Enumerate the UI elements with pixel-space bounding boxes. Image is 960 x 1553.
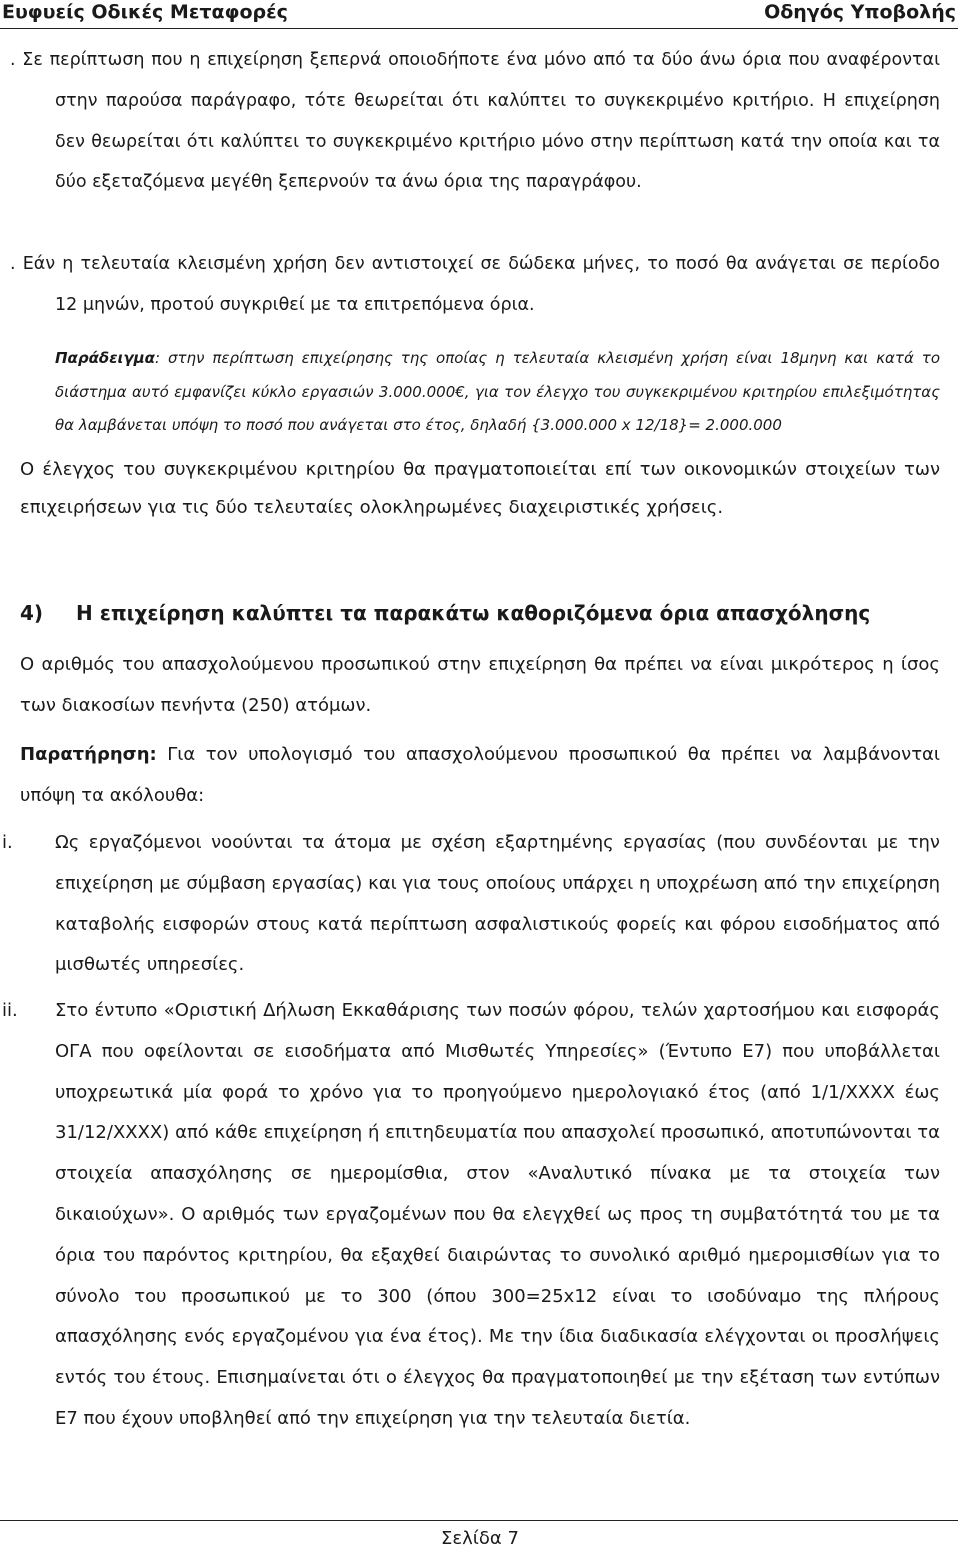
section-heading — [20, 598, 940, 628]
example-paragraph — [55, 342, 940, 443]
list-marker: ii. — [2, 1000, 18, 1021]
note-label: Παρατήρηση: — [20, 744, 157, 765]
list-item-text: Ως εργαζόμενοι νοούνται τα άτομα με σχέση εξαρτημένης εργασίας (που συνδέονται με την επιχείρηση με σύμβαση εργασίας) και για τους οποίους υπάρχει η υποχρέωση από την επιχείρηση καταβολής εισφορών στους κατά περίπτωση ασφαλιστικούς φορείς και φόρου εισοδήματος από μισθωτές υπηρεσίες. — [55, 832, 940, 976]
page-number: Σελίδα 7 — [441, 1528, 519, 1549]
section-title: Η επιχείρηση καλύπτει τα παρακάτω καθοριζόμενα όρια απασχόλησης — [76, 601, 871, 625]
control-paragraph: Ο έλεγχος του συγκεκριμένου κριτηρίου θα πραγματοποιείται επί των οικονομικών στοιχείων των επιχειρήσεων για τις δύο τελευταίες ολοκληρωμένες διαχειριστικές χρήσεις. — [20, 459, 940, 518]
header-title: Ευφυείς Οδικές Μεταφορές — [2, 1, 288, 23]
note-paragraph — [20, 735, 940, 816]
list-item-text: Στο έντυπο «Οριστική Δήλωση Εκκαθάρισης των ποσών φόρου, τελών χαρτοσήμου και εισφοράς ΟΓΑ που οφείλονται σε εισοδήματα από Μισθωτές Υπηρεσίες» (Έντυπο Ε7) που υποβάλλεται υποχρεωτικά μία φορά το χρόνο για το προηγούμενο ημερολογιακό έτος (από 1/1/ΧΧΧΧ έως 31/12/ΧΧΧΧ) από κάθε επιχείρηση ή επιτηδευματία που απασχολεί προσωπικό, αποτυπώνονται τα στοιχεία απασχόλησης σε ημερομίσθια, στον «Αναλυτικό πίνακα με τα στοιχεία των δικαιούχων». Ο αριθμός των εργαζομένων που θα ελεγχθεί ως προς τη συμβατότητά του με τα όρια του παρόντος κριτηρίου, θα εξαχθεί διαιρώντας το συνολικό αριθμό ημερομισθίων για το σύνολο του προσωπικού με το 300 (όπου 300=25x12 είναι το ισοδύναμο της πλήρους απασχόλησης ενός εργαζομένου για ένα έτος). Με την ίδια διαδικασία ελέγχονται οι προσλήψεις εντός του έτους. Επισημαίνεται ότι ο έλεγχος θα πραγματοποιηθεί με την εξέταση των εντύπων Ε7 που έχουν υποβληθεί από την επιχείρηση για την τελευταία διετία. — [55, 1000, 940, 1429]
staff-paragraph: Ο αριθμός του απασχολούμενου προσωπικού στην επιχείρηση θα πρέπει να είναι μικρότερος η ίσος των διακοσίων πενήντα (250) ατόμων. — [20, 654, 940, 716]
intro-paragraph: . Σε περίπτωση που η επιχείρηση ξεπερνά οποιοδήποτε ένα μόνο από τα δύο άνω όρια που αναφέρονται στην παρούσα παράγραφο, τότε θεωρείται ότι καλύπτει το συγκεκριμένο κριτήριο. Η επιχείρηση δεν θεωρείται ότι καλύπτει το συγκεκριμένο κριτήριο μόνο στην περίπτωση κατά την οποία και τα δύο εξεταζόμενα μεγέθη ξεπερνούν τα άνω όρια της παραγράφου. — [10, 50, 940, 193]
header-subtitle: Οδηγός Υποβολής — [764, 1, 956, 23]
page-footer — [0, 1528, 960, 1549]
example-text: : στην περίπτωση επιχείρησης της οποίας η τελευταία κλεισμένη χρήση είναι 18μηνη και κατά το διάστημα αυτό εμφανίζει κύκλο εργασιών 3.000.000€, για τον έλεγχο του συγκεκριμένου κριτηρίου επιλεξιμότητας θα λαμβάνεται υπόψη το ποσό που ανάγεται στο έτος, δηλαδή {3.000.000 x 12/18}= 2.000.000 — [55, 349, 940, 434]
header-rule — [0, 28, 958, 29]
page-header — [0, 0, 958, 26]
section-number: 4) — [20, 601, 44, 625]
footer-rule — [0, 1520, 958, 1521]
example-label: Παράδειγμα — [55, 349, 155, 367]
list-marker: i. — [2, 832, 13, 853]
note-text: Για τον υπολογισμό του απασχολούμενου προσωπικού θα πρέπει να λαμβάνονται υπόψη τα ακόλουθα: — [20, 744, 940, 806]
twelve-months-paragraph: . Εάν η τελευταία κλεισμένη χρήση δεν αντιστοιχεί σε δώδεκα μήνες, το ποσό θα ανάγεται σε περίοδο 12 μηνών, προτού συγκριθεί με τα επιτρεπόμενα όρια. — [10, 254, 940, 315]
